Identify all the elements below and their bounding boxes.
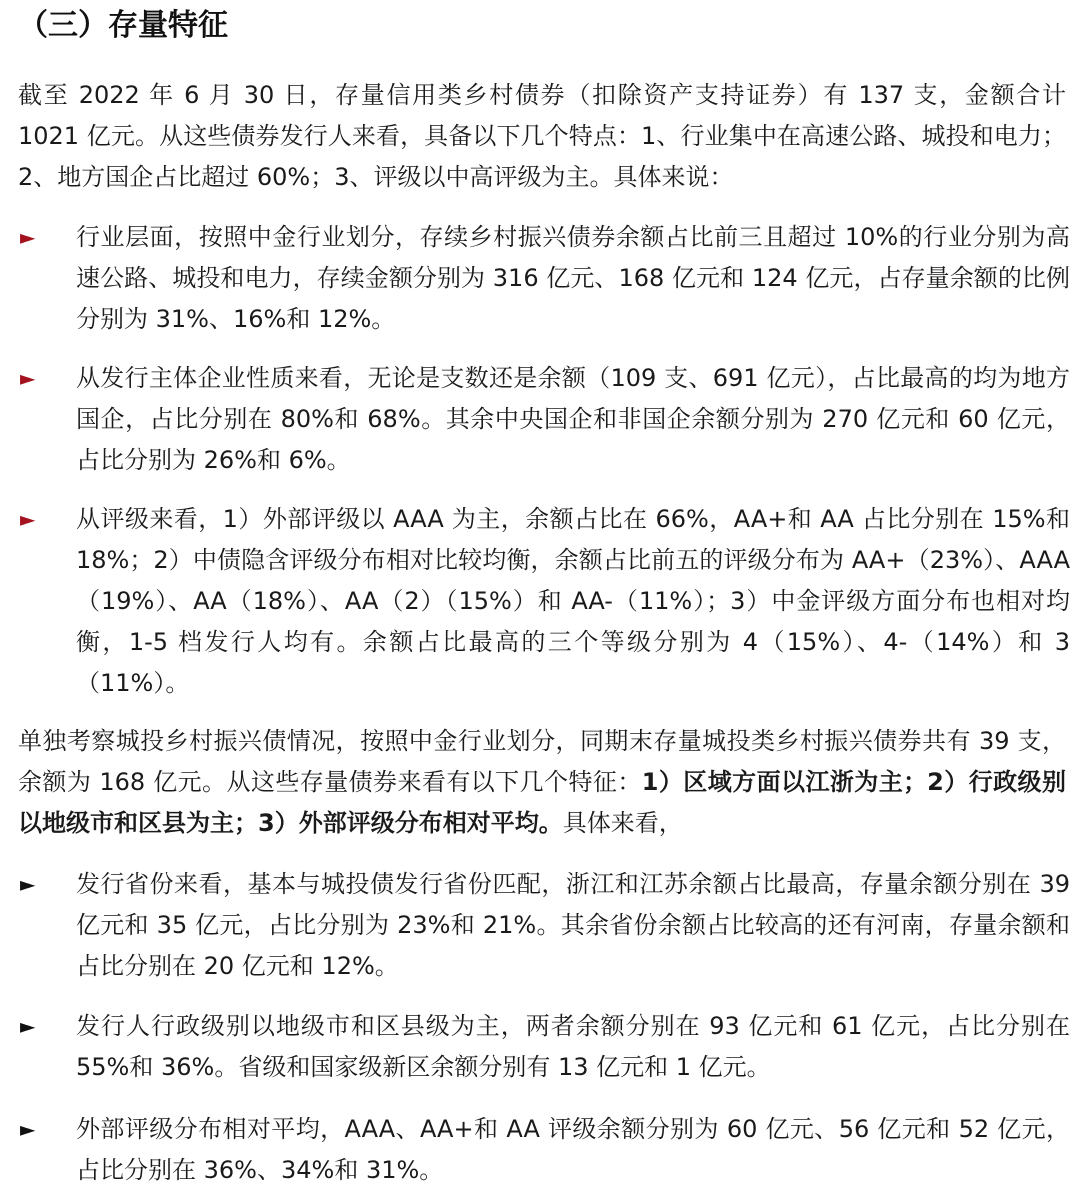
bullet-text: 从发行主体企业性质来看，无论是支数还是余额（109 支、691 亿元），占比最高的均为地方国企，占比分别在 80%和 68%。其余中央国企和非国企余额分别为 270 亿元和 60 亿元，占比分别为 26%和 6%。 (76, 364, 1070, 474)
bullet-text: 外部评级分布相对平均，AAA、AA+和 AA 评级余额分别为 60 亿元、56 亿元和 52 亿元，占比分别在 36%、34%和 31%。 (76, 1115, 1070, 1184)
bullet-text: 发行省份来看，基本与城投债发行省份匹配，浙江和江苏余额占比最高，存量余额分别在 39 亿元和 35 亿元，占比分别为 23%和 21%。其余省份余额占比较高的还有河南，存量余额和占比分别在 20 亿元和 12%。 (76, 870, 1070, 980)
bullet-text: 发行人行政级别以地级市和区县级为主，两者余额分别在 93 亿元和 61 亿元，占比分别在 55%和 36%。省级和国家级新区余额分别有 13 亿元和 1 亿元。 (76, 1012, 1070, 1081)
right-triangle-icon: ► (20, 1117, 36, 1141)
lgfv-paragraph (18, 721, 1066, 844)
right-triangle-icon: ► (20, 507, 36, 531)
right-triangle-icon: ► (20, 366, 36, 390)
lgfv-paragraph-tail: 具体来看， (562, 809, 683, 837)
right-triangle-icon: ► (20, 1014, 36, 1038)
right-triangle-icon: ► (20, 225, 36, 249)
bullet-text: 行业层面，按照中金行业划分，存续乡村振兴债券余额占比前三且超过 10%的行业分别为高速公路、城投和电力，存续金额分别为 316 亿元、168 亿元和 124 亿元，占存量余额的比例分别为 31%、16%和 12%。 (76, 223, 1070, 333)
right-triangle-icon: ► (20, 872, 36, 896)
bullet-text: 从评级来看，1）外部评级以 AAA 为主，余额占比在 66%，AA+和 AA 占比分别在 15%和 18%；2）中债隐含评级分布相对比较均衡，余额占比前五的评级分布为 AA+（23%）、AAA（19%）、AA（18%）、AA（2）（15%）和 AA-（11%）；3）中金评级方面分布也相对均衡，1-5 档发行人均有。余额占比最高的三个等级分别为 4（15%）、4-（14%）和 3（11%）。 (76, 505, 1070, 697)
lgfv-paragraph-bold: 1）区域方面以江浙为主；2）行政级别以地级市和区县为主；3）外部评级分布相对平均。 (18, 768, 1066, 837)
lgfv-paragraph-plain: 单独考察城投乡村振兴债情况，按照中金行业划分，同期末存量城投类乡村振兴债券共有 39 支，余额为 168 亿元。从这些存量债券来看有以下几个特征： (18, 727, 1066, 796)
section-title: （三）存量特征 (18, 8, 228, 43)
intro-paragraph: 截至 2022 年 6 月 30 日，存量信用类乡村债券（扣除资产支持证券）有 137 支，金额合计 1021 亿元。从这些债券发行人来看，具备以下几个特点：1、行业集中在高速公路、城投和电力；2、地方国企占比超过 60%；3、评级以中高评级为主。具体来说： (18, 81, 1066, 191)
